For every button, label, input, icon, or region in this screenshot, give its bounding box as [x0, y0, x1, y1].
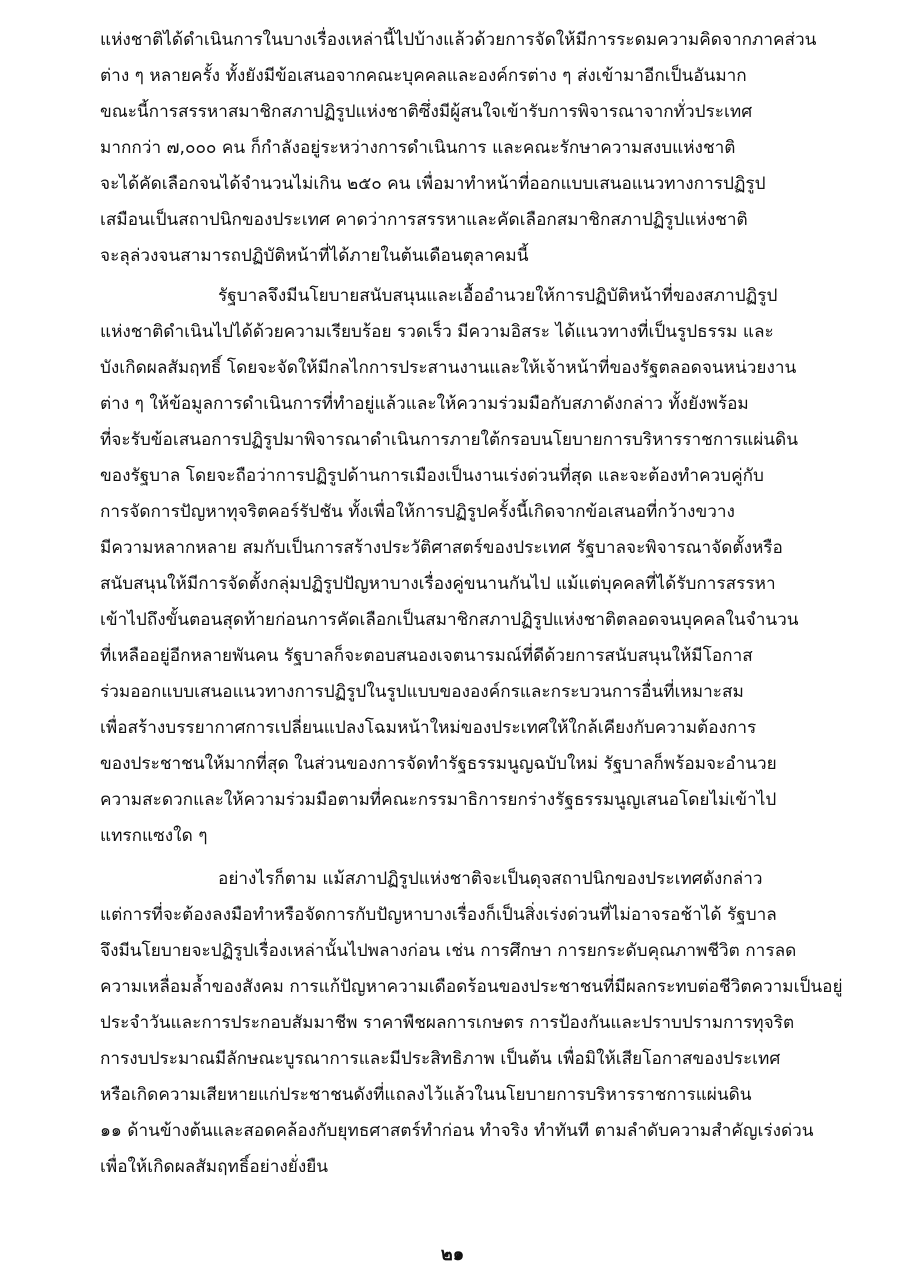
text-line: การงบประมาณมีลักษณะบูรณาการและมีประสิทธิภาพ เป็นต้น เพื่อมิให้เสียโอกาสของประเทศ — [100, 1049, 781, 1069]
text-line: ประจำวันและการประกอบสัมมาชีพ ราคาพืชผลการเกษตร การป้องกันและปราบปรามการทุจริต — [100, 1013, 795, 1033]
text-line: มากกว่า ๗,๐๐๐ คน ก็กำลังอยู่ระหว่างการดำเนินการ และคณะรักษาความสงบแห่งชาติ — [100, 138, 736, 158]
text-line: เพื่อให้เกิดผลสัมฤทธิ์อย่างยั่งยืน — [100, 1157, 329, 1177]
text-line: มีความหลากหลาย สมกับเป็นการสร้างประวัติศาสตร์ของประเทศ รัฐบาลจะพิจารณาจัดตั้งหรือ — [100, 538, 783, 558]
text-line: แห่งชาติดำเนินไปได้ด้วยความเรียบร้อย รวดเร็ว มีความอิสระ ได้แนวทางที่เป็นรูปธรรม และ — [100, 322, 774, 342]
text-line: แทรกแซงใด ๆ — [100, 826, 208, 846]
text-line: ๑๑ ด้านข้างต้นและสอดคล้องกับยุทธศาสตร์ทำก่อน ทำจริง ทำทันที ตามลำดับความสำคัญเร่งด่วน — [100, 1121, 814, 1141]
text-line: สนับสนุนให้มีการจัดตั้งกลุ่มปฏิรูปปัญหาบางเรื่องคู่ขนานกันไป แม้แต่บุคคลที่ได้รับการสรรหา — [100, 574, 776, 594]
text-line: ต่าง ๆ ให้ข้อมูลการดำเนินการที่ทำอยู่แล้วและให้ความร่วมมือกับสภาดังกล่าว ทั้งยังพร้อม — [100, 394, 749, 414]
text-line: เข้าไปถึงขั้นตอนสุดท้ายก่อนการคัดเลือกเป็นสมาชิกสภาปฏิรูปแห่งชาติตลอดจนบุคคลในจำนวน — [100, 610, 799, 630]
text-line: ที่จะรับข้อเสนอการปฏิรูปมาพิจารณาดำเนินการภายใต้กรอบนโยบายการบริหารราชการแผ่นดิน — [100, 430, 798, 450]
text-line: แต่การที่จะต้องลงมือทำหรือจัดการกับปัญหาบางเรื่องก็เป็นสิ่งเร่งด่วนที่ไม่อาจรอช้าได้ รัฐบาล — [100, 905, 777, 925]
text-line: รัฐบาลจึงมีนโยบายสนับสนุนและเอื้ออำนวยให้การปฏิบัติหน้าที่ของสภาปฏิรูป — [218, 286, 778, 306]
text-line: ความเหลื่อมล้ำของสังคม การแก้ปัญหาความเดือดร้อนของประชาชนที่มีผลกระทบต่อชีวิตความเป็นอยู่ — [100, 977, 843, 997]
text-line: อย่างไรก็ตาม แม้สภาปฏิรูปแห่งชาติจะเป็นดุจสถาปนิกของประเทศดังกล่าว — [218, 869, 763, 889]
text-line: เพื่อสร้างบรรยากาศการเปลี่ยนแปลงโฉมหน้าใหม่ของประเทศให้ใกล้เคียงกับความต้องการ — [100, 718, 757, 738]
text-line: หรือเกิดความเสียหายแก่ประชาชนดังที่แถลงไว้แล้วในนโยบายการบริหารราชการแผ่นดิน — [100, 1085, 752, 1105]
text-line: จึงมีนโยบายจะปฏิรูปเรื่องเหล่านั้นไปพลางก่อน เช่น การศึกษา การยกระดับคุณภาพชีวิต การลด — [100, 941, 797, 961]
text-line: ขณะนี้การสรรหาสมาชิกสภาปฏิรูปแห่งชาติซึ่งมีผู้สนใจเข้ารับการพิจารณาจากทั่วประเทศ — [100, 102, 753, 122]
text-line: ร่วมออกแบบเสนอแนวทางการปฏิรูปในรูปแบบขององค์กรและกระบวนการอื่นที่เหมาะสม — [100, 682, 744, 702]
text-line: ของประชาชนให้มากที่สุด ในส่วนของการจัดทำรัฐธรรมนูญฉบับใหม่ รัฐบาลก็พร้อมจะอำนวย — [100, 754, 777, 774]
text-line: ที่เหลืออยู่อีกหลายพันคน รัฐบาลก็จะตอบสนองเจตนารมณ์ที่ดีด้วยการสนับสนุนให้มีโอกาส — [100, 646, 753, 666]
page-number: ๒๑ — [440, 1244, 465, 1265]
text-line: จะลุล่วงจนสามารถปฏิบัติหน้าที่ได้ภายในต้นเดือนตุลาคมนี้ — [100, 246, 529, 266]
text-line: การจัดการปัญหาทุจริตคอร์รัปชัน ทั้งเพื่อให้การปฏิรูปครั้งนี้เกิดจากข้อเสนอที่กว้างขวาง — [100, 502, 735, 522]
text-line: จะได้คัดเลือกจนได้จำนวนไม่เกิน ๒๕๐ คน เพื่อมาทำหน้าที่ออกแบบเสนอแนวทางการปฏิรูป — [100, 174, 766, 194]
text-line: ต่าง ๆ หลายครั้ง ทั้งยังมีข้อเสนอจากคณะบุคคลและองค์กรต่าง ๆ ส่งเข้ามาอีกเป็นอันมาก — [100, 66, 747, 86]
text-line: ของรัฐบาล โดยจะถือว่าการปฏิรูปด้านการเมืองเป็นงานเร่งด่วนที่สุด และจะต้องทำควบคู่กับ — [100, 466, 764, 486]
document-page — [100, 0, 845, 1280]
text-line: เสมือนเป็นสถาปนิกของประเทศ คาดว่าการสรรหาและคัดเลือกสมาชิกสภาปฏิรูปแห่งชาติ — [100, 210, 748, 230]
text-line: บังเกิดผลสัมฤทธิ์ โดยจะจัดให้มีกลไกการประสานงานและให้เจ้าหน้าที่ของรัฐตลอดจนหน่วยงาน — [100, 358, 797, 378]
text-line: ความสะดวกและให้ความร่วมมือตามที่คณะกรรมาธิการยกร่างรัฐธรรมนูญเสนอโดยไม่เข้าไป — [100, 790, 777, 810]
text-line: แห่งชาติได้ดำเนินการในบางเรื่องเหล่านี้ไปบ้างแล้วด้วยการจัดให้มีการระดมความคิดจากภาคส่วน — [100, 30, 817, 50]
